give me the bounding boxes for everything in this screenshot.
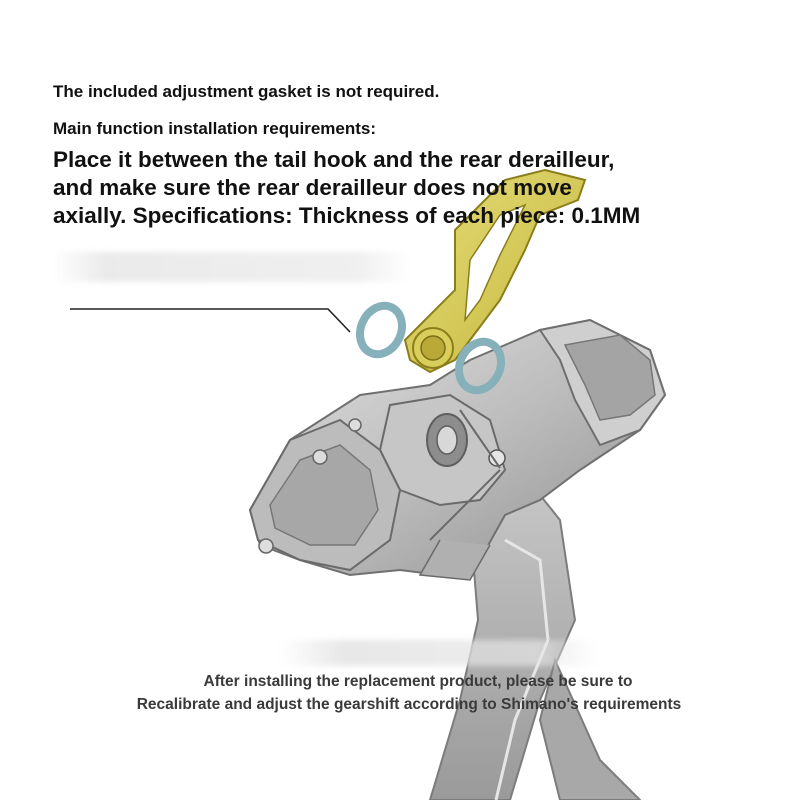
blurred-text-strip <box>52 252 412 282</box>
requirements-line: Place it between the tail hook and the rear derailleur, <box>53 147 615 172</box>
footer-line-2: Recalibrate and adjust the gearshift according to Shimano's requirements <box>136 696 682 713</box>
requirements-line: and make sure the rear derailleur does not move <box>53 175 572 200</box>
gasket-left <box>352 299 409 361</box>
footer-line-1: After installing the replacement product, please be sure to <box>203 673 633 690</box>
gasket-note: The included adjustment gasket is not required. <box>53 82 440 101</box>
requirements-label: Main function installation requirements: <box>53 119 377 138</box>
callout-line <box>70 309 350 332</box>
requirements-text <box>53 146 773 230</box>
requirements-line: axially. Specifications: Thickness of each piece: 0.1MM <box>53 203 641 228</box>
blurred-text-strip-lower <box>280 640 600 666</box>
